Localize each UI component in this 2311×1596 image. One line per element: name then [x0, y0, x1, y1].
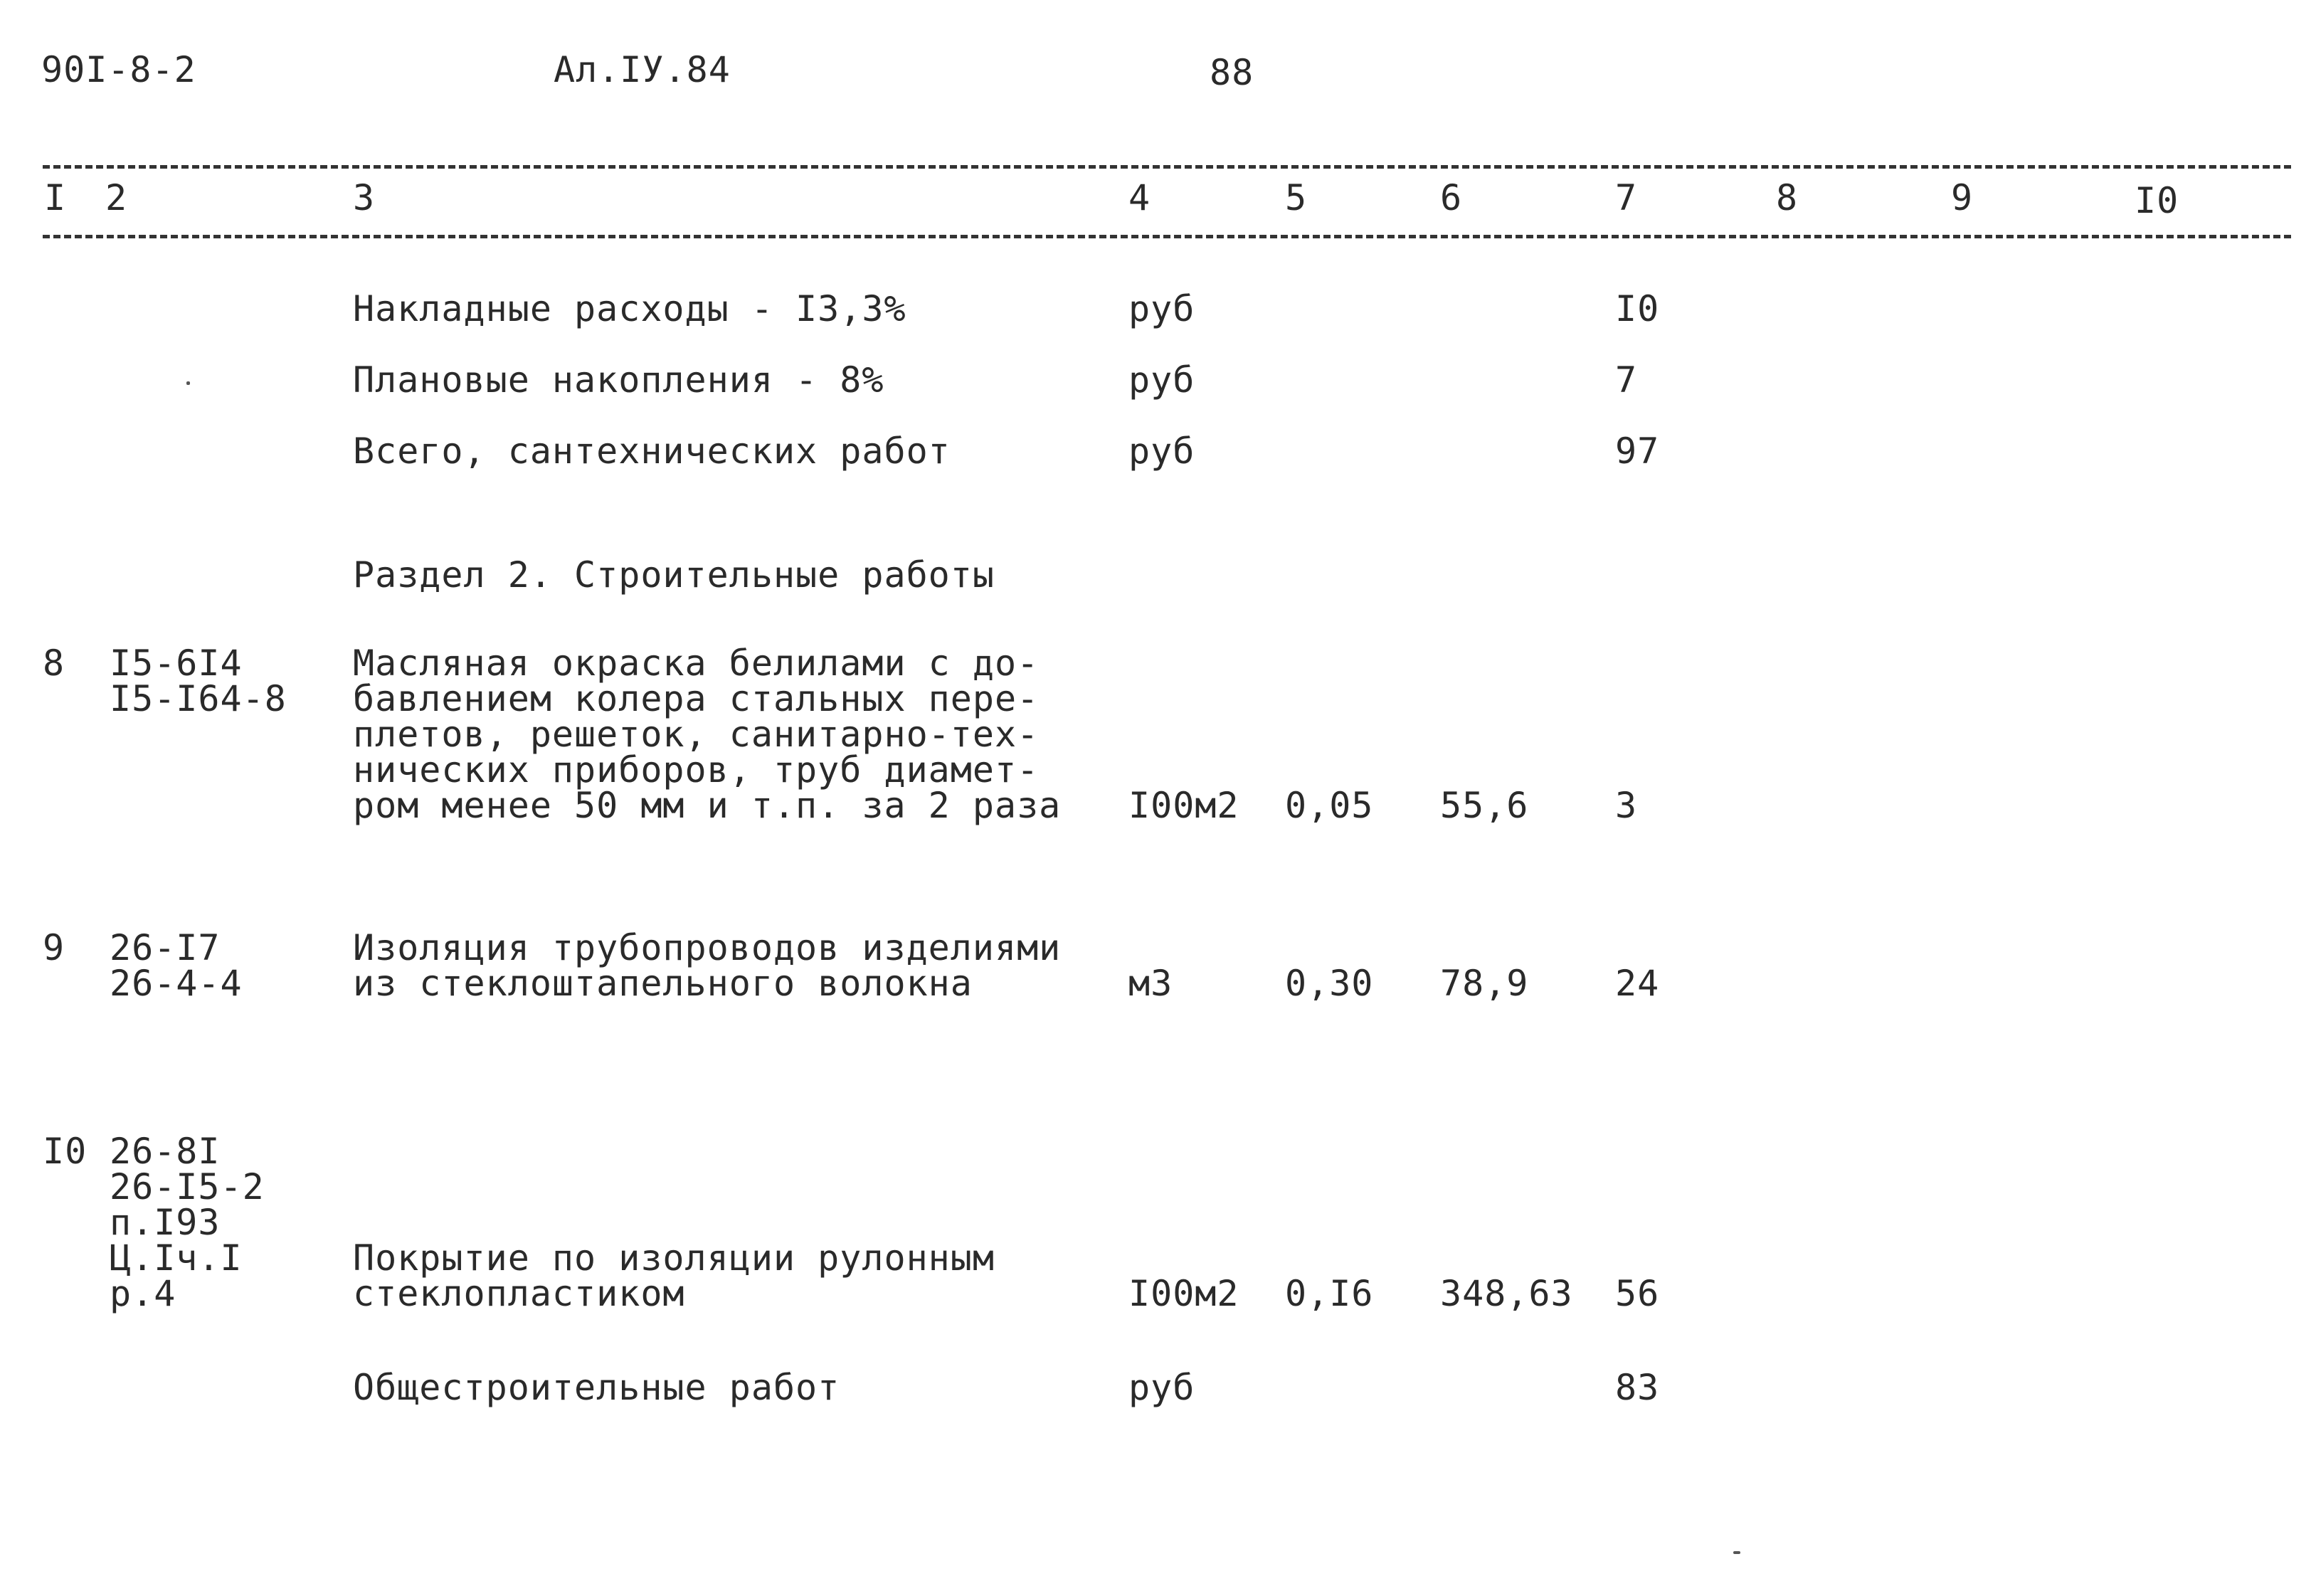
row-unit-price: 348,63 — [1440, 1273, 1573, 1314]
col-header-7: 7 — [1615, 177, 1638, 218]
row-unit: I00м2 — [1128, 1273, 1239, 1314]
row-unit: м3 — [1128, 963, 1173, 1004]
col-header-5: 5 — [1285, 177, 1308, 218]
col-header-2: 2 — [105, 177, 128, 218]
row-description: Плановые накопления - 8% — [353, 359, 884, 401]
row-code: 26-8I — [110, 1131, 221, 1172]
col-header-4: 4 — [1128, 177, 1151, 218]
row-code: Ц.Iч.I — [110, 1237, 243, 1279]
row-description-line: нических приборов, труб диамет- — [353, 749, 1040, 791]
header-top-rule — [43, 165, 2291, 169]
header-bottom-rule — [43, 235, 2291, 238]
row-total: I0 — [1615, 288, 1660, 329]
row-total: 97 — [1615, 430, 1660, 472]
row-code: 26-I7 — [110, 927, 221, 968]
row-description-line: Изоляция трубопроводов изделиями — [353, 927, 1062, 968]
row-code: 26-4-4 — [110, 963, 243, 1004]
row-unit: руб — [1128, 430, 1195, 472]
row-description-line: Масляная окраска белилами с до- — [353, 643, 1040, 684]
row-code: 26-I5-2 — [110, 1166, 265, 1207]
row-quantity: 0,I6 — [1285, 1273, 1374, 1314]
row-total: 24 — [1615, 963, 1660, 1004]
row-total: 83 — [1615, 1367, 1660, 1408]
row-total: 7 — [1615, 359, 1638, 401]
row-code: I5-6I4 — [110, 643, 243, 684]
row-number: I0 — [43, 1131, 88, 1172]
doc-code: 90I-8-2 — [41, 49, 196, 90]
row-unit: руб — [1128, 359, 1195, 401]
row-description-line: из стеклоштапельного волокна — [353, 963, 973, 1004]
row-code: р.4 — [110, 1273, 176, 1314]
album-ref: Ал.IУ.84 — [554, 49, 731, 90]
row-unit: руб — [1128, 1367, 1195, 1408]
row-description-line: плетов, решеток, санитарно-тех- — [353, 714, 1040, 755]
scan-speck — [1733, 1551, 1740, 1554]
row-unit: руб — [1128, 288, 1195, 329]
col-header-6: 6 — [1440, 177, 1463, 218]
col-header-3: 3 — [353, 177, 376, 218]
col-header-10: I0 — [2135, 180, 2179, 221]
page-number: 88 — [1210, 52, 1254, 93]
row-quantity: 0,05 — [1285, 785, 1374, 826]
col-header-1: I — [44, 177, 67, 218]
row-description-line: ром менее 50 мм и т.п. за 2 раза — [353, 785, 1062, 826]
row-description: Всего, сантехнических работ — [353, 430, 951, 472]
scan-speck — [186, 381, 190, 385]
row-unit-price: 78,9 — [1440, 963, 1529, 1004]
row-quantity: 0,30 — [1285, 963, 1374, 1004]
row-total: 56 — [1615, 1273, 1660, 1314]
row-description-line: стеклопластиком — [353, 1273, 685, 1314]
row-description: Общестроительные работ — [353, 1367, 840, 1408]
row-description: Накладные расходы - I3,3% — [353, 288, 906, 329]
row-description-line: Покрытие по изоляции рулонным — [353, 1237, 995, 1279]
row-number: 9 — [43, 927, 65, 968]
section-heading: Раздел 2. Строительные работы — [353, 554, 995, 596]
col-header-9: 9 — [1951, 177, 1974, 218]
row-unit: I00м2 — [1128, 785, 1239, 826]
row-number: 8 — [43, 643, 65, 684]
row-code: п.I93 — [110, 1202, 221, 1243]
row-description-line: бавлением колера стальных пере- — [353, 678, 1040, 719]
row-total: 3 — [1615, 785, 1638, 826]
col-header-8: 8 — [1776, 177, 1799, 218]
row-unit-price: 55,6 — [1440, 785, 1529, 826]
row-code: I5-I64-8 — [110, 678, 287, 719]
